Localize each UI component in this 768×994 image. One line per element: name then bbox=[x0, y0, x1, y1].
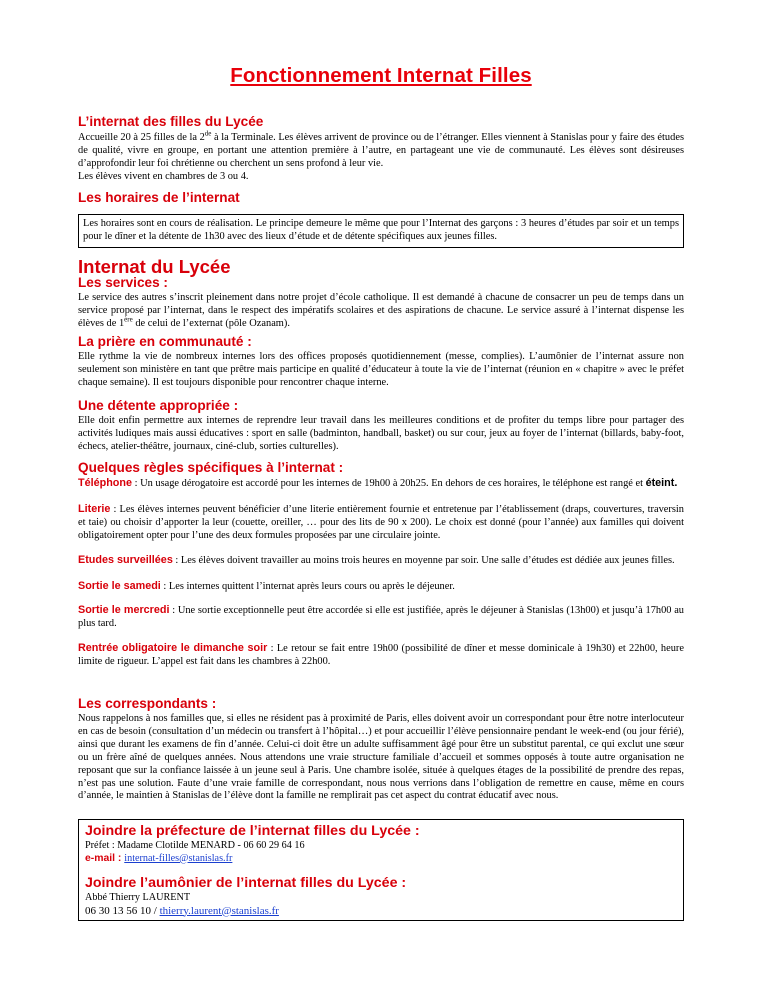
regle-samedi bbox=[78, 580, 684, 594]
regle-telephone-label: Téléphone bbox=[78, 477, 132, 489]
priere-text: Elle rythme la vie de nombreux internes lors des offices proposés quotidiennement (messe, complies). L’aumônier de l’internat assure non seulement son ministère en tant que prêtre mais participe en qualité d’éducateur à toute la vie de l’internat (réunion en « chapitre » avec le préfet chaque semaine). Il est toujours disponible pour rencontrer chaque interne. bbox=[78, 351, 684, 388]
heading-correspondants: Les correspondants : bbox=[78, 696, 217, 711]
regle-telephone-text: : Un usage dérogatoire est accordé pour les internes de 19h00 à 20h25. En dehors de ces horaires, le téléphone est rangé et bbox=[132, 478, 646, 489]
internat-text bbox=[78, 129, 684, 184]
section-internat-lycee bbox=[78, 257, 684, 277]
aumonier-contact-line bbox=[85, 905, 677, 918]
regle-etudes bbox=[78, 554, 684, 568]
internat-text-post: à la Terminale. Les élèves arrivent de province ou de l’étranger. Elles viennent à Stanislas pour y faire des études de qualité, vivre en groupe, en portant une attention première à l’autre, en partageant une vie de communauté. Les élèves sont désireuses d’approfondir leur foi chrétienne ou cherchent un sens profond à leur vie. bbox=[78, 132, 684, 169]
heading-services: Les services : bbox=[78, 275, 168, 290]
heading-horaires: Les horaires de l’internat bbox=[78, 190, 240, 205]
regle-mercredi bbox=[78, 604, 684, 631]
services-text bbox=[78, 292, 684, 331]
heading-internat: L’internat des filles du Lycée bbox=[78, 114, 264, 129]
heading-detente: Une détente appropriée : bbox=[78, 398, 239, 413]
prefet-line: Préfet : Madame Clotilde MENARD - 06 60 29 64 16 bbox=[85, 840, 305, 851]
section-correspondants bbox=[78, 696, 684, 803]
horaires-text: Les horaires sont en cours de réalisation. Le principe demeure le même que pour l’Internat des garçons : 3 heures d’études par soir et un temps pour le dîner et la détente de 1h30 avec des lieux d’étude et de détente spécifiques aux jeunes filles. bbox=[83, 218, 679, 242]
regle-etudes-text: : Les élèves doivent travailler au moins trois heures en moyenne par soir. Une salle d’études est dédiée aux jeunes filles. bbox=[172, 554, 675, 566]
regle-mercredi-label: Sortie le mercredi bbox=[78, 604, 170, 617]
horaires-box bbox=[78, 214, 684, 248]
heading-regles: Quelques règles spécifiques à l’internat : bbox=[78, 460, 344, 475]
aumonier-email-link[interactable]: thierry.laurent@stanislas.fr bbox=[159, 904, 279, 917]
heading-priere: La prière en communauté : bbox=[78, 334, 252, 349]
regle-mercredi-text: : Une sortie exceptionnelle peut être accordée si elle est justifiée, après le déjeuner à Stanislas (13h00) et jusqu’à 17h00 au plus tard. bbox=[78, 605, 685, 630]
services-text-sup: ère bbox=[124, 315, 133, 324]
services-text-post: de celui de l’externat (pôle Ozanam). bbox=[132, 317, 290, 329]
regle-telephone-bold: éteint. bbox=[645, 477, 678, 489]
heading-aumonier: Joindre l’aumônier de l’internat filles du Lycée : bbox=[85, 875, 407, 891]
correspondants-text: Nous rappelons à nos familles que, si elles ne résident pas à proximité de Paris, elles doivent avoir un correspondant pour être notre interlocuteur en cas de besoin (consultation d’un médecin ou transfert à l’hôpital…) et pour accueillir l’élève pensionnaire pendant le week-end (ou jour férié), ainsi que durant les examens de fin d’année. Celui-ci doit être un adulte suffisamment âgé pour être un substitut parental, ce qui exclut une sœur ou un frère aîné de quelques années. Nous attendons une vraie structure familiale d’accueil et sommes opposés à toute autre organisation ne reposant que sur la confiance laissée à un jeune seul à Paris. Une chambre isolée, située à quelques étages de la possibilité de prendre des repas, n’est pas une solution. Faute d’une vraie famille de correspondant, nous nous verrions dans l’obligation de remettre en cause, même en cours d’année, le maintien à Stanislas de l’élève dont la famille ne remplirait pas cet aspect du contrat éducatif avec nous. bbox=[78, 713, 684, 802]
section-priere bbox=[78, 334, 684, 390]
regle-dimanche-text: : Le retour se fait entre 19h00 (possibilité de dîner et messe dominicale à 19h30) et 22h00, heure limite de rigueur. L’appel est fait dans les chambres à 22h00. bbox=[78, 643, 684, 668]
internat-text-line2: Les élèves vivent en chambres de 3 ou 4. bbox=[78, 170, 249, 182]
aumonier-phone: 06 30 13 56 10 / bbox=[85, 904, 160, 917]
email-label: e-mail : bbox=[85, 852, 125, 864]
regle-etudes-label: Etudes surveillées bbox=[78, 553, 173, 566]
services-text-pre: Le service des autres s’inscrit pleinement dans notre projet d’école catholique. Il est demandé à chacune de consacrer un peu de temps dans un service proposé par l’internat, dans le respect des impératifs scolaires et des aspirations de chacune. Le service assuré à l’internat dispense les élèves de 1 bbox=[78, 292, 684, 329]
email-line bbox=[85, 853, 677, 866]
regle-literie-text: : Les élèves internes peuvent bénéficier d’une literie entièrement fournie et entretenue par l’établissement (draps, couvertures, traversin et taie) ou choisir d’apporter la leur (couette, oreiller, … pour des lits de 90 x 200). Le choix est donné (pour l’année) aux familles qui doivent obligatoirement opter pour l’une des deux formules proposées par une circulaire jointe. bbox=[78, 503, 684, 541]
regle-dimanche-label: Rentrée obligatoire le dimanche soir bbox=[78, 642, 268, 655]
contact-box bbox=[78, 819, 684, 921]
section-detente bbox=[78, 398, 684, 454]
detente-text: Elle doit enfin permettre aux internes de reprendre leur travail dans les meilleures conditions et de profiter du temps libre pour partager des activités ludiques mais aussi éducatives : sport en salle (badminton, handball, basket) ou sur cour, jeux au foyer de l’internat (billards, baby-foot, échecs, atelier-théâtre, journaux, ciné-club, sorties culturelles). bbox=[78, 415, 684, 452]
section-horaires bbox=[78, 190, 684, 248]
regle-samedi-text: : Les internes quittent l’internat après leurs cours ou après le déjeuner. bbox=[160, 580, 455, 592]
heading-prefecture: Joindre la préfecture de l’internat filles du Lycée : bbox=[85, 823, 420, 839]
section-internat bbox=[78, 114, 684, 184]
regle-telephone bbox=[78, 477, 684, 491]
prefecture-email-link[interactable]: internat-filles@stanislas.fr bbox=[124, 852, 233, 864]
section-regles bbox=[78, 460, 684, 669]
regle-literie bbox=[78, 503, 684, 543]
internat-text-sup: de bbox=[204, 129, 212, 138]
regle-literie-label: Literie bbox=[78, 502, 111, 515]
aumonier-name: Abbé Thierry LAURENT bbox=[85, 892, 191, 903]
heading-internat-lycee: Internat du Lycée bbox=[78, 256, 231, 277]
section-services bbox=[78, 275, 684, 331]
internat-text-pre: Accueille 20 à 25 filles de la 2 bbox=[78, 132, 205, 143]
page-title: Fonctionnement Internat Filles bbox=[230, 64, 532, 87]
regle-dimanche bbox=[78, 642, 684, 669]
regle-samedi-label: Sortie le samedi bbox=[78, 579, 161, 592]
